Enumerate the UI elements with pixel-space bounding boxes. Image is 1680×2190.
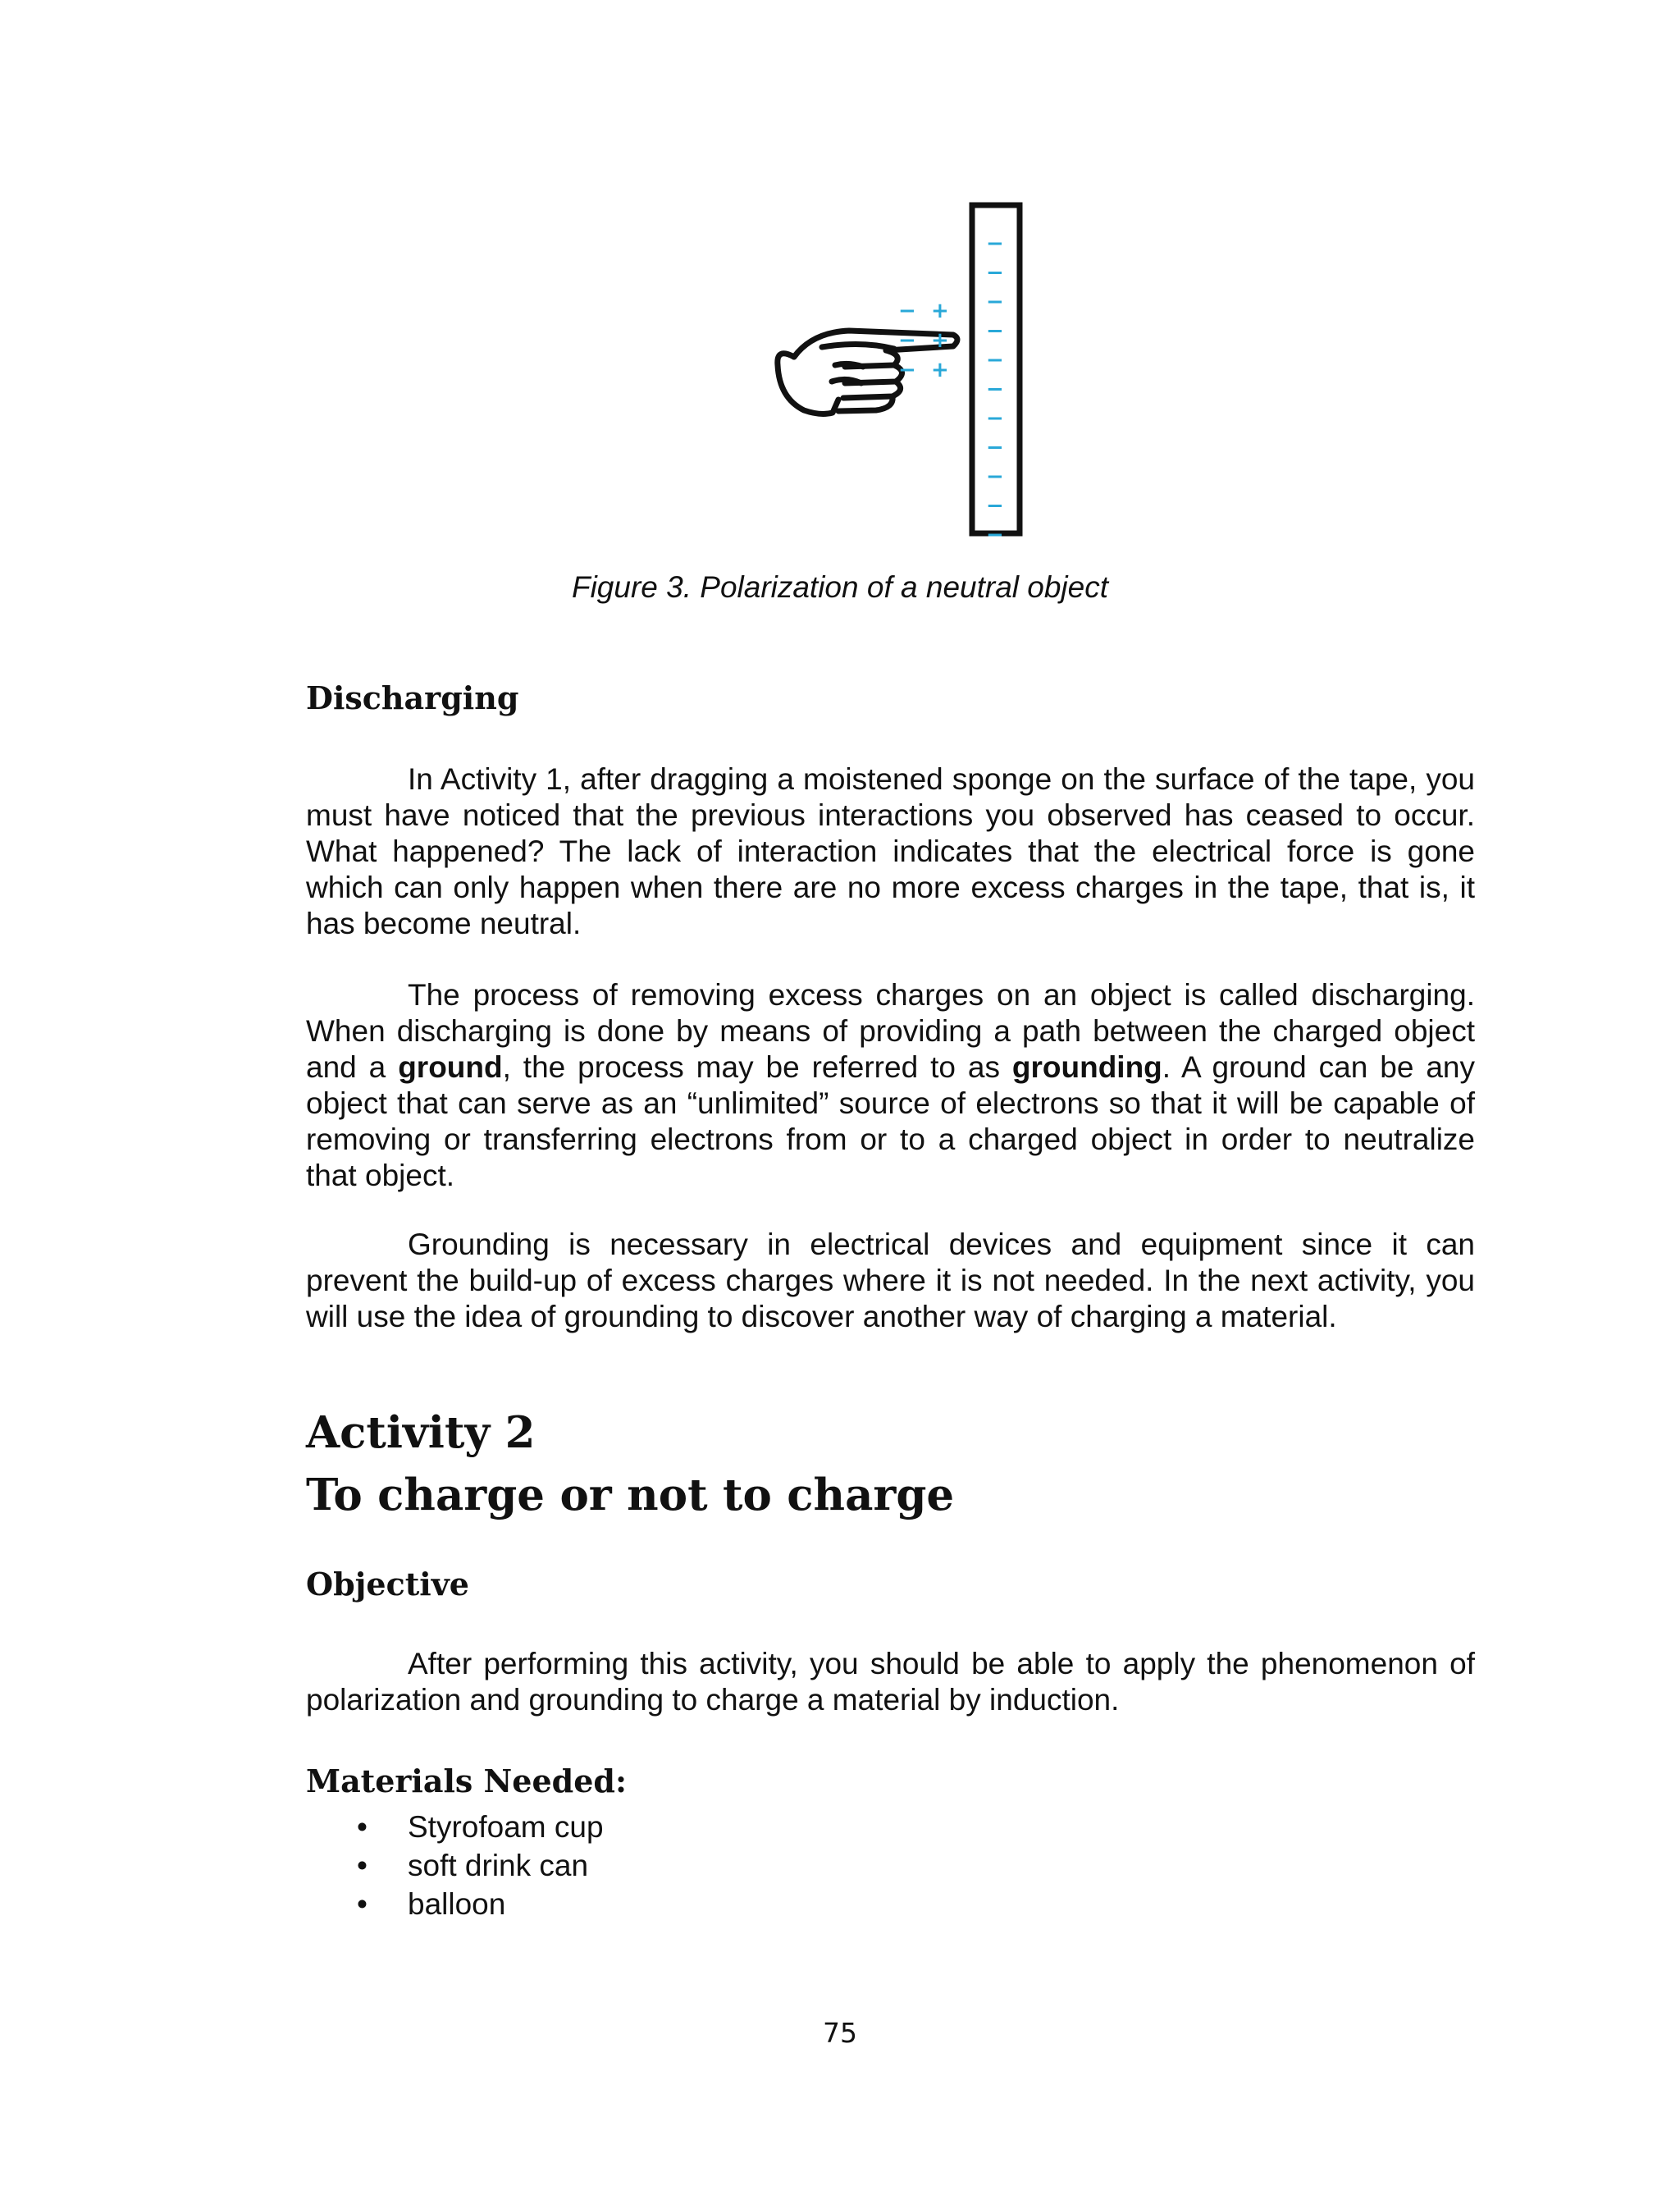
- negative-charge-icon: −: [898, 328, 916, 353]
- paragraph-text: . A ground can be any object that can serve as an “unlimited” source of electrons so that it will be capable of removing or transferring electrons from or to a charged object in order to neutralize that object.: [306, 1050, 1476, 1192]
- activity-number: Activity 2: [306, 1407, 536, 1458]
- objective-text: After performing this activity, you should be able to apply the phenomenon of polarization and grounding to charge a material by induction.: [306, 1647, 1475, 1717]
- discharging-heading: Discharging: [306, 679, 519, 716]
- negative-charge-icon: −: [898, 358, 916, 382]
- discharging-body-3: [306, 1227, 1475, 1335]
- materials-section: [306, 1763, 1475, 1799]
- discharging-section: [306, 679, 1475, 716]
- material-name: balloon: [408, 1887, 506, 1921]
- negative-charge-icon: −: [898, 299, 916, 323]
- polarization-figure: [771, 201, 1034, 537]
- negative-charge-icon: −: [986, 523, 1004, 537]
- discharging-body-2: [306, 977, 1475, 1194]
- materials-heading: Materials Needed:: [306, 1763, 627, 1799]
- activity-title: [306, 1401, 1475, 1526]
- negative-charge-icon: −: [986, 464, 1004, 489]
- objective-section: [306, 1566, 1475, 1602]
- material-name: soft drink can: [408, 1849, 589, 1882]
- negative-charge-icon: −: [986, 406, 1004, 431]
- positive-charge-icon: +: [931, 358, 949, 382]
- term-grounding: grounding: [1011, 1050, 1162, 1084]
- negative-charge-icon: −: [986, 377, 1004, 402]
- paragraph-text: The process of removing excess charges on an object is called discharging. When discharging is done by means of providing a path between the charged object and a: [306, 978, 1475, 1084]
- negative-charge-icon: −: [986, 231, 1004, 256]
- negative-charge-icon: −: [986, 493, 1004, 519]
- list-item: [306, 1846, 1475, 1885]
- term-ground: ground: [398, 1050, 503, 1084]
- materials-list: [306, 1808, 1475, 1923]
- list-item: [306, 1808, 1475, 1846]
- activity-name: To charge or not to charge: [306, 1470, 955, 1520]
- negative-charge-icon: −: [986, 290, 1004, 314]
- finger-charges: [898, 299, 949, 382]
- discharging-paragraph-2: [306, 977, 1475, 1194]
- bullet-icon: •: [357, 1887, 368, 1921]
- material-name: Styrofoam cup: [408, 1810, 604, 1844]
- positive-charge-icon: +: [931, 328, 949, 353]
- negative-charge-icon: −: [986, 318, 1004, 344]
- discharging-body: [306, 761, 1475, 942]
- objective-body: [306, 1646, 1475, 1718]
- objective-heading: Objective: [306, 1566, 469, 1602]
- tape-charges: [986, 231, 1004, 537]
- list-item: [306, 1885, 1475, 1923]
- discharging-paragraph-1: In Activity 1, after dragging a moistened sponge on the surface of the tape, you must have noticed that the previous interactions you observed has ceased to occur. What happened? The lack of interaction indicates that the electrical force is gone which can only happen when there are no more excess charges in the tape, that is, it has become neutral.: [306, 762, 1475, 940]
- materials-list-wrap: [306, 1808, 1475, 1923]
- figure-caption: Figure 3. Polarization of a neutral object: [571, 570, 1109, 604]
- discharging-paragraph-3: Grounding is necessary in electrical devices and equipment since it can prevent the build-up of excess charges where it is not needed. In the next activity, you will use the idea of grounding to discover another way of charging a material.: [306, 1228, 1475, 1333]
- paragraph-text: , the process may be referred to as: [502, 1050, 1012, 1084]
- bullet-icon: •: [357, 1810, 368, 1844]
- bullet-icon: •: [357, 1849, 368, 1882]
- negative-charge-icon: −: [986, 348, 1004, 373]
- negative-charge-icon: −: [986, 435, 1004, 460]
- page-number: 75: [823, 2017, 857, 2049]
- negative-charge-icon: −: [986, 260, 1004, 286]
- positive-charge-icon: +: [931, 299, 949, 323]
- polarization-illustration: [771, 201, 1034, 537]
